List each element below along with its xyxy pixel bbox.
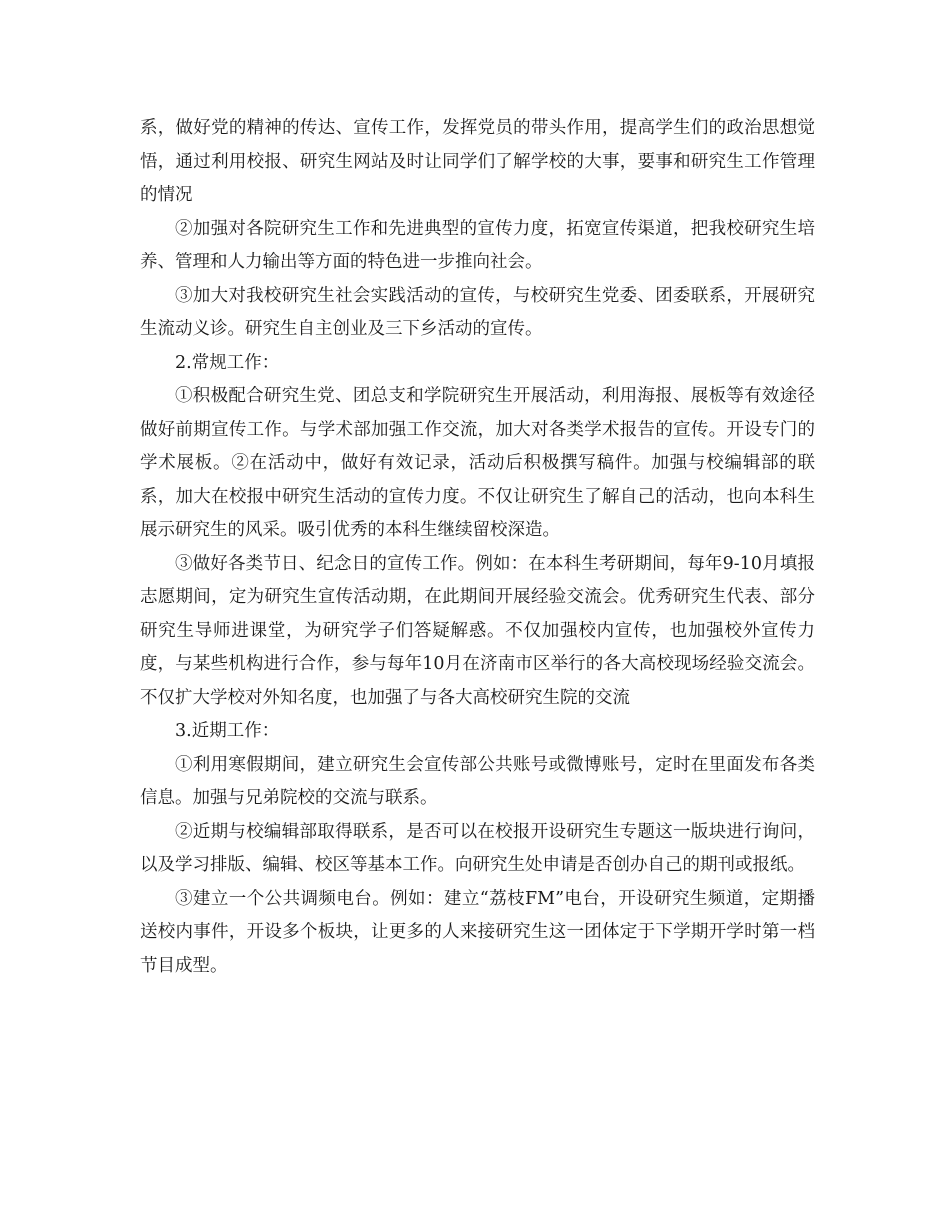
- paragraph-publicity-strengthen: ②加强对各院研究生工作和先进典型的宣传力度，拓宽宣传渠道，把我校研究生培养、管理和人力输出等方面的特色进一步推向社会。: [140, 218, 815, 272]
- section-heading-recent-work: 3.近期工作：: [175, 721, 280, 741]
- document-body: [140, 112, 815, 983]
- paragraph-radio-station: ③建立一个公共调频电台。例如：建立“荔枝FM”电台，开设研究生频道，定期播送校内事件，开设多个板块，让更多的人来接研究生这一团体定于下学期开学时第一档节目成型。: [140, 888, 815, 976]
- paragraph-routine-activities: ①积极配合研究生党、团总支和学院研究生开展活动，利用海报、展板等有效途径做好前期宣传工作。与学术部加强工作交流，加大对各类学术报告的宣传。开设专门的学术展板。②在活动中，做好有效记录，活动后积极撰写稿件。加强与校编辑部的联系，加大在校报中研究生活动的宣传力度。不仅让研究生了解自己的活动，也向本科生展示研究生的风采。吸引优秀的本科生继续留校深造。: [140, 386, 815, 540]
- section-heading-routine-work: 2.常规工作：: [175, 352, 280, 373]
- paragraph-public-account: ①利用寒假期间，建立研究生会宣传部公共账号或微博账号，定时在里面发布各类信息。加强与兄弟院校的交流与联系。: [140, 754, 815, 808]
- paragraph-social-practice: ③加大对我校研究生社会实践活动的宣传，与校研究生党委、团委联系，开展研究生流动义诊。研究生自主创业及三下乡活动的宣传。: [140, 285, 815, 339]
- paragraph-festival-publicity: ③做好各类节日、纪念日的宣传工作。例如：在本科生考研期间，每年9-10月填报志愿期间，定为研究生宣传活动期，在此期间开展经验交流会。优秀研究生代表、部分研究生导师进课堂，为研究学子们答疑解惑。不仅加强校内宣传，也加强校外宣传力度，与某些机构进行合作，参与每年10月在济南市区举行的各大高校现场经验交流会。不仅扩大学校对外知名度，也加强了与各大高校研究生院的交流: [140, 553, 815, 708]
- paragraph-editorial-contact: ②近期与校编辑部取得联系，是否可以在校报开设研究生专题这一版块进行询问，以及学习排版、编辑、校区等基本工作。向研究生处申请是否创办自己的期刊或报纸。: [140, 821, 815, 875]
- paragraph-continuation: 系，做好党的精神的传达、宣传工作，发挥党员的带头作用，提高学生们的政治思想觉悟，通过利用校报、研究生网站及时让同学们了解学校的大事，要事和研究生工作管理的情况: [140, 118, 815, 205]
